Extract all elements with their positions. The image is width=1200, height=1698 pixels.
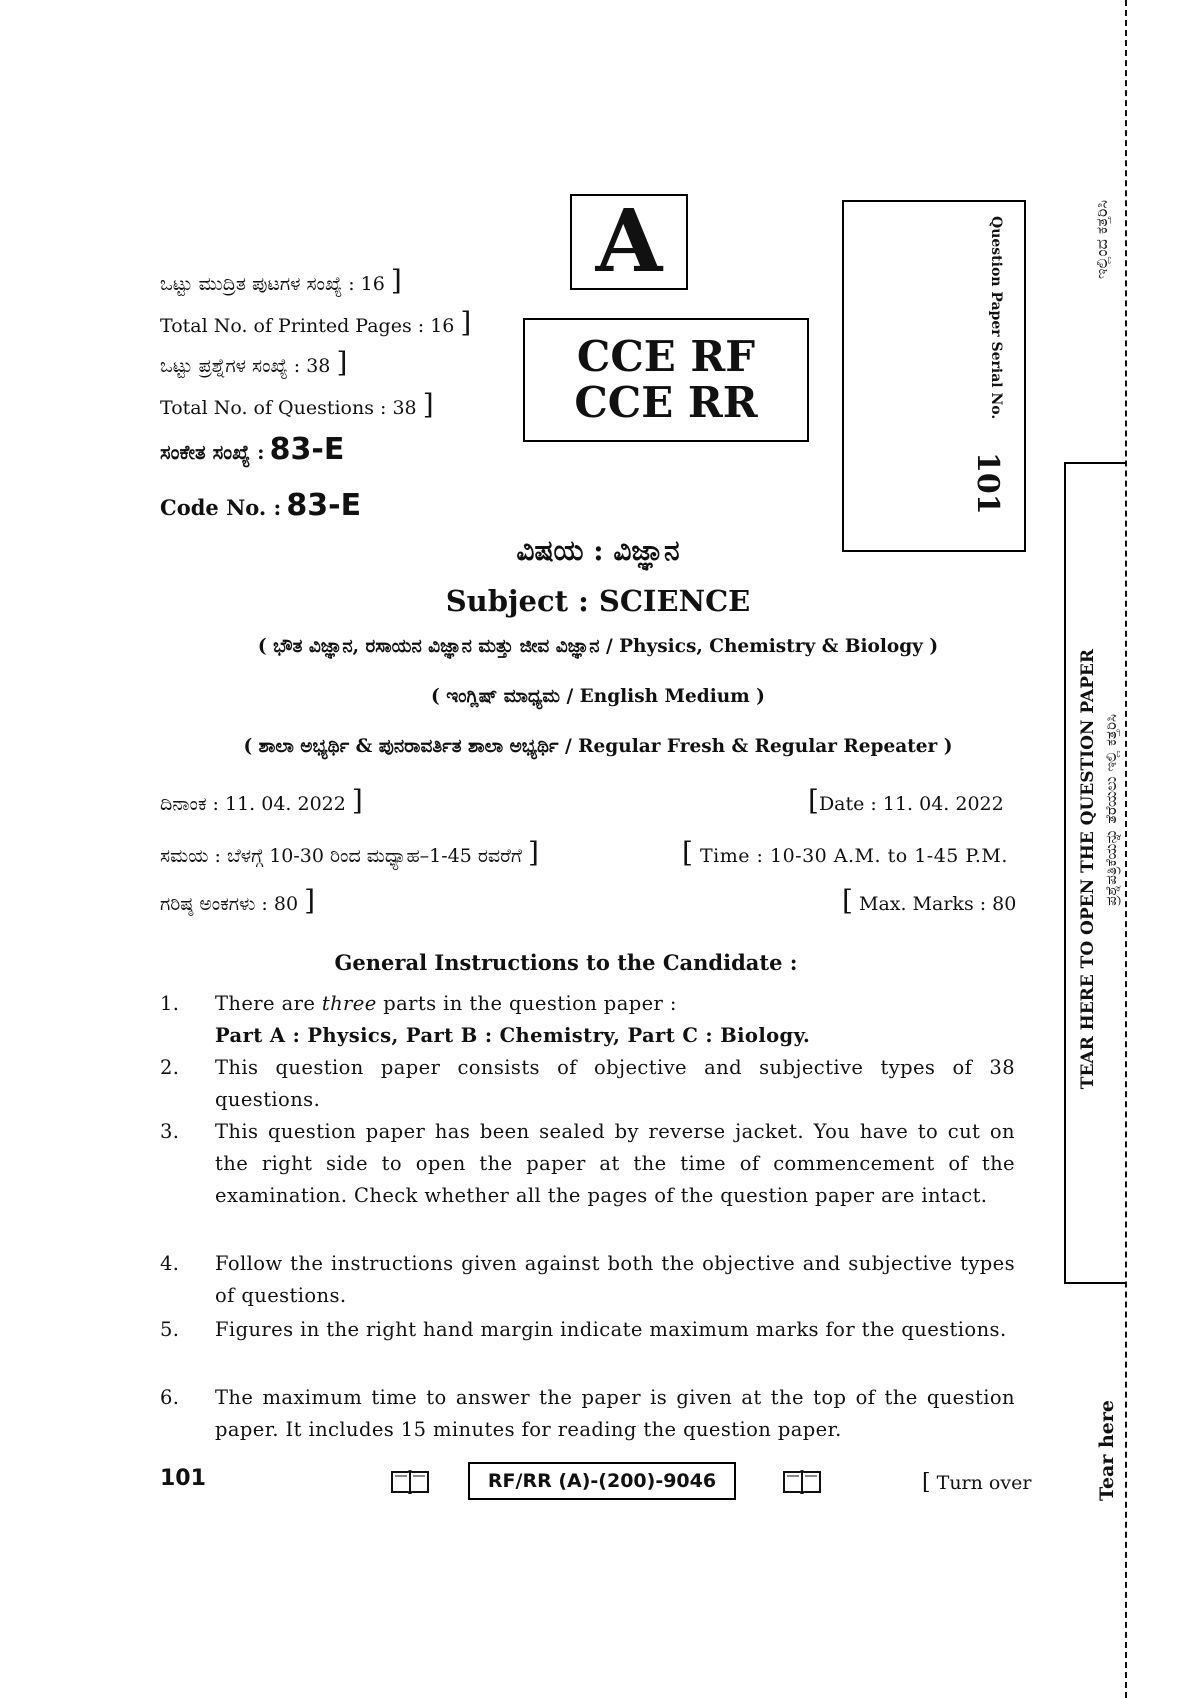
candidate-type-line: ( ಶಾಲಾ ಅಭ್ಯರ್ಥಿ & ಪುನರಾವರ್ತಿತ ಶಾಲಾ ಅಭ್ಯರ್ಥಿ / Regular Fresh & Regular Repeater ) [243, 736, 953, 757]
printed-pages-kn: ಒಟ್ಟು ಮುದ್ರಿತ ಪುಟಗಳ ಸಂಖ್ಯೆ : 16 ] [160, 264, 402, 297]
medium-line: ( ಇಂಗ್ಲಿಷ್ ಮಾಧ್ಯಮ / English Medium ) [431, 686, 765, 707]
instruction-item-1: 1. There are three parts in the question paper : Part A : Physics, Part B : Chemistry, Part C : Biology. [160, 992, 811, 1047]
max-marks-kn: ಗರಿಷ್ಠ ಅಂಕಗಳು : 80 ] [160, 884, 316, 917]
tear-top-kn: ಇಲ್ಲಿಂದ ಕತ್ತರಿಸಿ [1092, 200, 1111, 279]
instruction-item-3: 3. This question paper has been sealed by reverse jacket. You have to cut on the right side to open the paper at the time of commencement of the examination. Check whether all the pages of the question paper are intact. [160, 1120, 1015, 1207]
date-kn: ದಿನಾಂಕ : 11. 04. 2022 ] [160, 784, 363, 817]
instruction-item-6: 6. The maximum time to answer the paper is given at the top of the question paper. It includes 15 minutes for reading the question paper. [160, 1386, 1015, 1441]
time-en: [ Time : 10-30 A.M. to 1-45 P.M. [682, 836, 1008, 869]
subject-en: Subject : SCIENCE [445, 584, 751, 618]
subject-branches: ( ಭೌತ ವಿಜ್ಞಾನ, ರಸಾಯನ ವಿಜ್ಞಾನ ಮತ್ತು ಜೀವ ವಿಜ್ಞಾನ / Physics, Chemistry & Biology ) [257, 636, 939, 657]
book-icon-left [390, 1468, 430, 1496]
serial-label: Question Paper Serial No. [988, 216, 1004, 420]
subject-kn: ವಿಷಯ : ವಿಜ್ಞಾನ [516, 534, 680, 567]
tear-strip-kn: ಪ್ರಶ್ನೆಪತ್ರಿಕೆಯನ್ನು ತೆರೆಯಲು ಇಲ್ಲಿ ಕತ್ತರಿಸಿ [1102, 714, 1120, 906]
total-questions-en: Total No. of Questions : 38 ] [160, 388, 434, 421]
instruction-item-4: 4. Follow the instructions given against both the objective and subjective types of questions. [160, 1252, 1015, 1307]
max-marks-en: [ Max. Marks : 80 [842, 884, 1017, 917]
turn-over: [ Turn over [922, 1470, 1032, 1495]
version-box [570, 191, 688, 292]
footer-page-serial: 101 [160, 1466, 206, 1491]
footer-code-box [468, 1462, 736, 1500]
tear-strip-en: TEAR HERE TO OPEN THE QUESTION PAPER [1078, 649, 1098, 1090]
instructions-title: General Instructions to the Candidate : [334, 950, 798, 975]
book-icon-right [782, 1468, 822, 1496]
printed-pages-en: Total No. of Printed Pages : 16 ] [160, 306, 472, 339]
tear-panel [1064, 462, 1126, 1284]
serial-number-box [842, 200, 1026, 552]
serial-number: 101 [970, 452, 1005, 515]
scheme-line-1: CCE RF [576, 332, 756, 381]
instruction-item-2: 2. This question paper consists of objective and subjective types of 38 questions. [160, 1056, 1015, 1111]
total-questions-kn: ಒಟ್ಟು ಪ್ರಶ್ನೆಗಳ ಸಂಖ್ಯೆ : 38 ] [160, 346, 348, 379]
scheme-box [523, 318, 809, 442]
version-letter: A [595, 191, 663, 292]
code-number-kn: ಸಂಕೇತ ಸಂಖ್ಯೆ : 83-E [160, 432, 345, 467]
instruction-parts: Part A : Physics, Part B : Chemistry, Part C : Biology. [215, 1024, 811, 1047]
code-number-en: Code No. : 83-E [160, 488, 362, 523]
instruction-item-5: 5. Figures in the right hand margin indicate maximum marks for the questions. [160, 1318, 1007, 1341]
date-en: [Date : 11. 04. 2022 [808, 784, 1004, 817]
footer-code: RF/RR (A)-(200)-9046 [487, 1470, 717, 1492]
scheme-line-2: CCE RR [574, 378, 758, 427]
time-kn: ಸಮಯ : ಬೆಳಗ್ಗೆ 10-30 ರಿಂದ ಮಧ್ಯಾಹ–1-45 ರವರೆಗೆ ] [160, 836, 539, 869]
tear-here-label: Tear here [1096, 1400, 1118, 1501]
